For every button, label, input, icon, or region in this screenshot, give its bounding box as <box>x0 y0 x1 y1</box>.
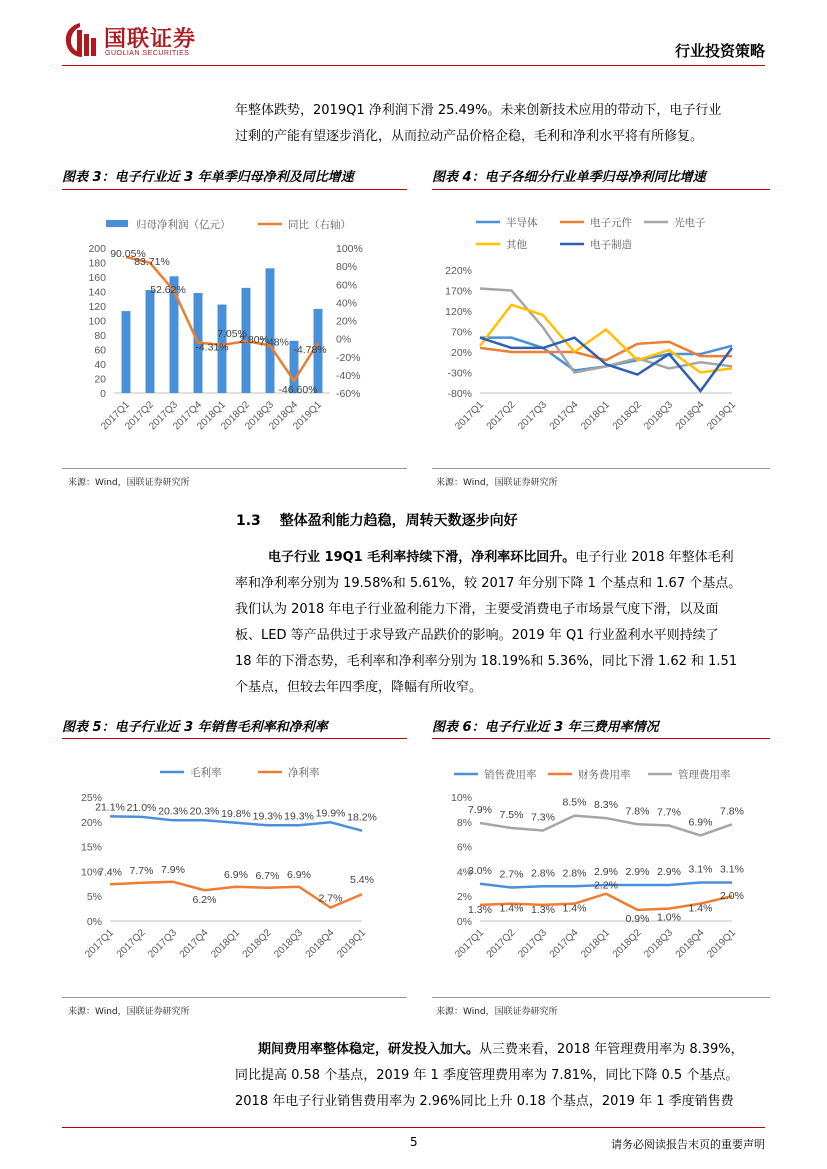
data-label: 7.9% <box>468 804 492 817</box>
x-tick-label: 2017Q1 <box>83 927 117 961</box>
x-tick-label: 2018Q3 <box>642 399 676 433</box>
data-label: 3.1% <box>720 863 744 876</box>
y2-tick-label: 100% <box>336 243 363 255</box>
section-title: 整体盈利能力趋稳，周转天数逐步向好 <box>279 513 518 529</box>
x-tick-label: 2018Q1 <box>195 399 229 433</box>
x-tick-label: 2018Q1 <box>579 399 613 433</box>
y2-tick-label: 80% <box>336 261 358 274</box>
data-label: 5.4% <box>350 874 374 887</box>
y-tick-label: 20 <box>94 373 106 386</box>
y-tick-label: 8% <box>456 816 472 829</box>
data-label: 6.9% <box>688 816 713 829</box>
y2-tick-label: -40% <box>336 369 361 382</box>
data-label: 21.1% <box>95 801 125 814</box>
document-type: 行业投资策略 <box>674 42 765 60</box>
data-label: 7.05% <box>217 328 247 341</box>
y-tick-label: 2% <box>456 891 472 904</box>
x-tick-label: 2017Q4 <box>547 927 581 961</box>
x-tick-label: 2018Q2 <box>219 399 253 433</box>
intro-line: 过剩的产能有望逐步消化，从而拉动产品价格企稳，毛利和净利水平将有所修复。 <box>235 129 704 144</box>
page-number: 5 <box>410 1135 418 1149</box>
x-tick-label: 2018Q3 <box>272 927 306 961</box>
y-tick-label: 25% <box>80 792 102 804</box>
logo-text: 国联证券 <box>104 27 197 52</box>
y2-tick-label: 20% <box>336 315 358 328</box>
data-label: 2.8% <box>562 867 587 880</box>
y-tick-label: 180 <box>88 257 106 270</box>
y-tick-label: 80 <box>94 330 106 342</box>
y2-tick-label: -60% <box>336 388 361 400</box>
data-label: 2.8% <box>531 867 555 880</box>
figure-6-source: 来源：Wind，国联证券研究所 <box>436 1007 558 1017</box>
x-tick-label: 2017Q3 <box>516 927 550 961</box>
data-label: 8.3% <box>594 799 618 812</box>
legend-label: 财务费用率 <box>578 769 631 781</box>
header-divider <box>62 65 765 66</box>
figure-3-source: 来源：Wind，国联证券研究所 <box>68 478 190 488</box>
y-tick-label: 6% <box>456 841 472 854</box>
y2-tick-label: 0% <box>336 333 352 346</box>
figure-4-title: 图表 4：电子各细分行业单季归母净利同比增速 <box>432 170 706 185</box>
intro-paragraph <box>62 98 770 150</box>
x-tick-label: 2017Q2 <box>123 399 157 433</box>
data-label: 2.9% <box>657 866 681 879</box>
x-tick-label: 2018Q2 <box>610 399 644 433</box>
body-paragraph-1 <box>62 545 770 701</box>
figure-5-source: 来源：Wind，国联证券研究所 <box>68 1007 190 1017</box>
x-tick-label: 2017Q4 <box>177 927 211 961</box>
data-label: 21.0% <box>126 801 157 814</box>
legend-label: 销售费用率 <box>484 769 537 781</box>
data-label: 8.5% <box>562 796 587 809</box>
figure-4-chart <box>432 195 770 465</box>
bar <box>266 268 275 393</box>
body-paragraph-2 <box>62 1037 770 1115</box>
data-label: 19.9% <box>315 807 346 820</box>
data-label: 52.62% <box>150 283 186 296</box>
data-label: 1.0% <box>657 911 681 924</box>
figure-5-title: 图表 5：电子行业近 3 年销售毛利率和净利率 <box>62 720 328 735</box>
y-tick-label: 0% <box>456 916 472 928</box>
data-label: 2.0% <box>720 890 744 903</box>
x-tick-label: 2017Q2 <box>484 399 518 433</box>
y-tick-label: 60 <box>94 344 106 357</box>
data-label: 1.3% <box>468 903 492 916</box>
data-label: 20.3% <box>158 805 188 818</box>
x-tick-label: 2017Q4 <box>547 399 581 433</box>
data-label: 7.48% <box>259 336 289 349</box>
data-label: -4.78% <box>293 343 327 356</box>
legend-label: 电子元件 <box>590 217 632 229</box>
data-label: 7.3% <box>531 811 555 824</box>
x-tick-label: 2018Q4 <box>673 399 707 433</box>
paragraph-line: 从三费来看，2018 年管理费用率为 8.39%， <box>479 1042 744 1057</box>
data-label: 6.2% <box>192 894 217 907</box>
section-number: 1.3 <box>236 513 261 529</box>
y-tick-label: 20% <box>80 816 102 829</box>
x-tick-label: 2017Q1 <box>453 927 487 961</box>
paragraph-lead: 电子行业 19Q1 毛利率持续下滑，净利率环比回升。 <box>268 550 576 565</box>
y-tick-label: 220% <box>445 265 472 277</box>
x-tick-label: 2019Q1 <box>335 927 369 961</box>
paragraph-line: 同比提高 0.58 个基点，2019 年 1 季度管理费用率为 7.81%，同比下降 0.5 个基点。 <box>235 1068 739 1083</box>
paragraph-lead: 期间费用率整体稳定，研发投入加大。 <box>258 1042 480 1057</box>
paragraph-line: 率和净利率分别为 19.58%和 5.61%，较 2017 年分别下降 1 个基点和 1.67 个基点。 <box>235 576 742 591</box>
data-label: 19.3% <box>284 810 314 823</box>
figure-4-source: 来源：Wind，国联证券研究所 <box>436 478 558 488</box>
data-label: 2.9% <box>625 866 650 879</box>
data-label: 1.3% <box>531 903 555 916</box>
series-line <box>480 342 732 360</box>
legend-label: 管理费用率 <box>678 769 731 781</box>
y-tick-label: 4% <box>456 866 472 879</box>
x-tick-label: 2017Q2 <box>114 927 148 961</box>
data-label: 2.2% <box>594 879 618 892</box>
data-label: 7.9% <box>161 863 185 876</box>
data-label: -46.60% <box>278 383 318 396</box>
figure-bottom-divider <box>62 468 407 469</box>
legend-label: 毛利率 <box>190 767 222 779</box>
figure-5-chart <box>62 745 407 990</box>
logo-subtext: GUOLIAN SECURITIES <box>105 50 190 57</box>
bar <box>146 290 155 393</box>
x-tick-label: 2019Q1 <box>291 399 325 433</box>
x-tick-label: 2017Q1 <box>453 399 487 433</box>
data-label: 90.05% <box>110 248 146 261</box>
disclaimer-note: 请务必阅读报告末页的重要声明 <box>611 1138 765 1151</box>
y-tick-label: 15% <box>80 841 102 854</box>
y-tick-label: -80% <box>447 388 472 400</box>
legend-label: 光电子 <box>674 217 706 229</box>
legend-label: 同比（右轴） <box>288 219 351 231</box>
y-tick-label: 0 <box>100 388 106 400</box>
x-tick-label: 2017Q3 <box>146 927 180 961</box>
y-tick-label: 5% <box>86 891 102 904</box>
data-label: 20.3% <box>189 805 220 818</box>
logo-mark-icon <box>60 20 100 60</box>
legend-label: 半导体 <box>506 217 538 229</box>
data-label: 3.0% <box>468 864 492 877</box>
x-tick-label: 2018Q4 <box>267 399 301 433</box>
figure-title-divider <box>432 189 770 190</box>
figure-title-divider <box>62 738 407 739</box>
figure-title-divider <box>432 738 770 739</box>
data-label: 1.4% <box>562 902 587 915</box>
legend-swatch <box>106 220 128 227</box>
figure-3-title: 图表 3：电子行业近 3 年单季归母净利及同比增速 <box>62 170 354 185</box>
figure-bottom-divider <box>432 468 770 469</box>
x-tick-label: 2018Q3 <box>642 927 676 961</box>
x-tick-label: 2017Q4 <box>171 399 205 433</box>
y-tick-label: 100 <box>88 315 106 328</box>
y2-tick-label: 60% <box>336 279 358 292</box>
data-label: 6.7% <box>255 869 280 882</box>
data-label: 7.5% <box>499 809 524 821</box>
x-tick-label: 2018Q2 <box>240 927 274 961</box>
y-tick-label: 140 <box>88 286 106 299</box>
data-label: 83.71% <box>134 255 170 268</box>
y-tick-label: 170% <box>445 285 472 298</box>
figure-6-title: 图表 6：电子行业近 3 年三费用率情况 <box>432 720 659 735</box>
y-tick-label: 20% <box>450 347 472 359</box>
intro-line: 年整体跌势，2019Q1 净利润下滑 25.49%。未来创新技术应用的带动下，电子行业 <box>235 103 722 118</box>
x-tick-label: 2017Q2 <box>484 927 518 961</box>
y-tick-label: 10% <box>80 866 102 879</box>
x-tick-label: 2018Q1 <box>209 927 243 961</box>
y-tick-label: 0% <box>86 916 102 928</box>
data-label: 19.3% <box>252 810 283 823</box>
y-tick-label: 10% <box>450 792 472 804</box>
paragraph-first-line <box>62 545 770 571</box>
legend-label: 净利率 <box>288 767 320 779</box>
paragraph-line: 个基点，但较去年四季度，降幅有所收窄。 <box>235 680 483 695</box>
figure-bottom-divider <box>432 997 770 998</box>
data-label: 18.2% <box>347 811 377 824</box>
data-label: 7.8% <box>625 805 650 818</box>
paragraph-line: 18 年的下滑态势，毛利率和净利率分别为 18.19%和 5.36%，同比下滑 1.62 和 1.51 <box>235 654 738 669</box>
data-label: 7.4% <box>98 866 122 879</box>
y-tick-label: 120 <box>88 301 106 313</box>
data-label: 2.80% <box>239 334 269 347</box>
x-tick-label: 2019Q1 <box>705 399 739 433</box>
paragraph-line: 我们认为 2018 年电子行业盈利能力下滑，主要受消费电子市场景气度下滑，以及面 <box>235 602 719 617</box>
x-tick-label: 2017Q1 <box>99 399 133 433</box>
legend-label: 其他 <box>506 239 527 251</box>
y-tick-label: 160 <box>88 272 106 284</box>
figure-bottom-divider <box>62 997 407 998</box>
x-tick-label: 2018Q4 <box>673 927 707 961</box>
x-tick-label: 2018Q2 <box>610 927 644 961</box>
company-logo <box>60 20 220 60</box>
data-label: 19.8% <box>221 807 251 820</box>
x-tick-label: 2017Q3 <box>516 399 550 433</box>
paragraph-line: 2018 年电子行业销售费用率为 2.96%同比上升 0.18 个基点，2019 年 1 季度销售费 <box>235 1094 734 1109</box>
data-label: 1.4% <box>688 902 713 915</box>
legend-label: 电子制造 <box>590 239 632 251</box>
data-label: 2.9% <box>594 866 618 879</box>
y2-tick-label: -20% <box>336 351 361 364</box>
data-label: 2.7% <box>318 892 343 905</box>
figure-6-chart <box>432 745 770 990</box>
data-label: 2.7% <box>499 868 524 881</box>
data-label: 7.7% <box>129 864 154 877</box>
y2-tick-label: 40% <box>336 297 358 310</box>
x-tick-label: 2019Q1 <box>705 927 739 961</box>
y-tick-label: 70% <box>450 326 472 339</box>
x-tick-label: 2018Q3 <box>243 399 277 433</box>
legend-label: 归母净利润（亿元） <box>136 219 231 231</box>
y-tick-label: 40 <box>94 359 106 371</box>
data-label: 3.1% <box>688 863 713 876</box>
figure-title-divider <box>62 189 407 190</box>
data-label: 7.7% <box>657 806 681 819</box>
bar <box>122 311 131 393</box>
x-tick-label: 2018Q1 <box>579 927 613 961</box>
data-label: 0.9% <box>625 912 650 925</box>
x-tick-label: 2017Q3 <box>147 399 181 433</box>
figure-3-chart <box>62 195 407 465</box>
paragraph-line: 电子行业 2018 年整体毛利 <box>575 550 734 565</box>
data-label: -4.31% <box>195 341 229 354</box>
paragraph-first-line <box>62 1037 770 1063</box>
paragraph-line: 板、LED 等产品供过于求导致产品跌价的影响。2019 年 Q1 行业盈利水平则持续了 <box>235 628 719 643</box>
footer-divider <box>62 1127 765 1128</box>
y-tick-label: -30% <box>447 367 472 380</box>
data-label: 7.8% <box>720 805 744 818</box>
data-label: 1.4% <box>499 902 524 915</box>
x-tick-label: 2018Q4 <box>303 927 337 961</box>
section-heading <box>236 510 518 530</box>
data-label: 6.9% <box>224 868 248 881</box>
y-tick-label: 200 <box>88 243 106 255</box>
data-label: 6.9% <box>287 868 311 881</box>
y-tick-label: 120% <box>445 306 472 318</box>
